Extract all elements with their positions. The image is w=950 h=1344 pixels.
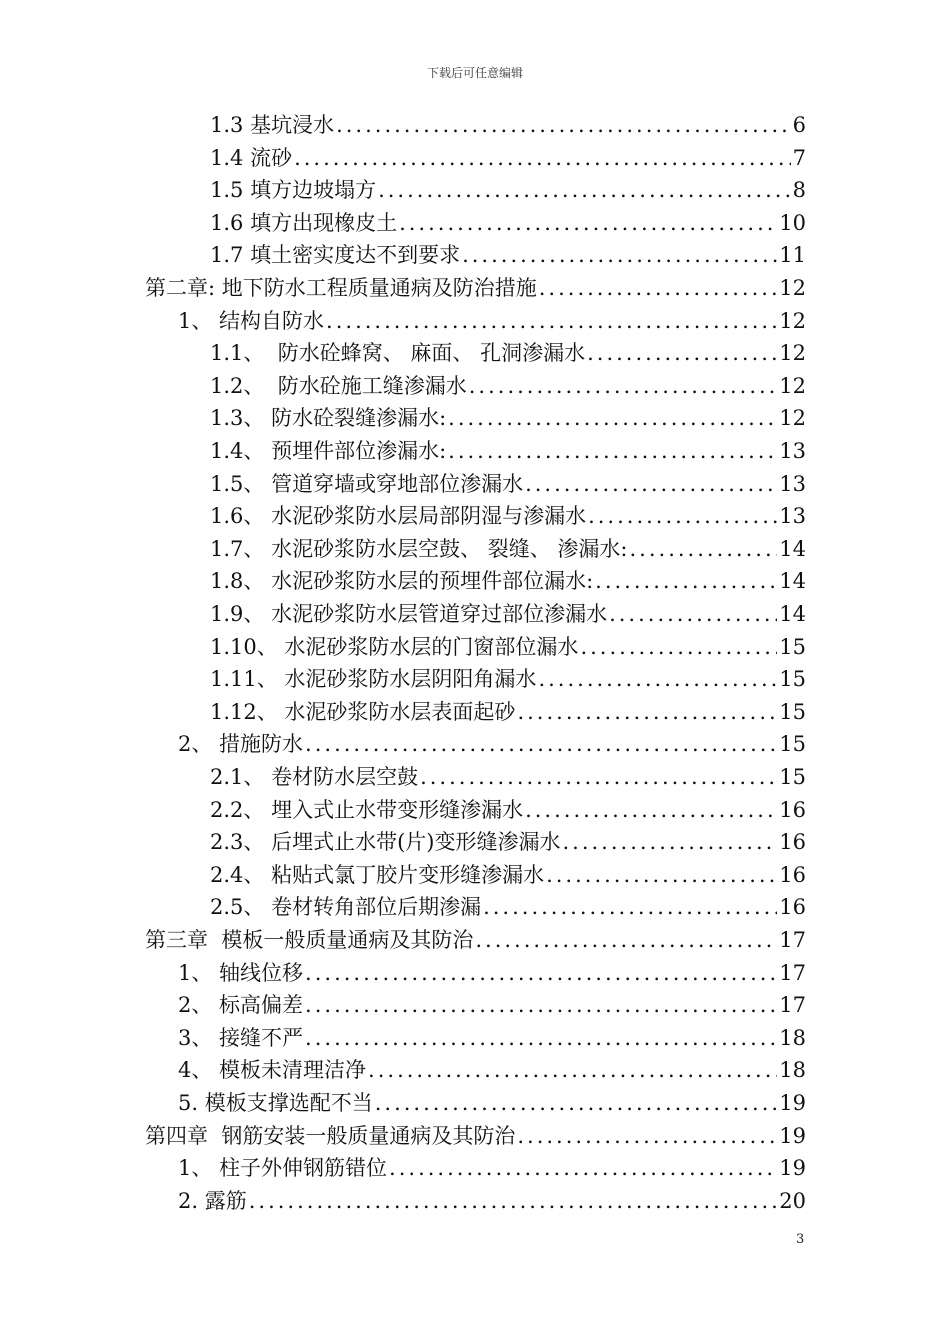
toc-entry[interactable] xyxy=(210,860,806,890)
toc-entry[interactable] xyxy=(178,1153,806,1183)
toc-entry-title: 1.5 填方边坡塌方 xyxy=(210,178,377,203)
toc-entry-title: 第四章 钢筋安装一般质量通病及其防治 xyxy=(145,1123,516,1148)
toc-entry-title: 1.6、 水泥砂浆防水层局部阴湿与渗漏水 xyxy=(210,504,587,529)
toc-entry-page: 16 xyxy=(779,830,806,855)
toc-leader-dots xyxy=(580,632,777,662)
toc-entry[interactable] xyxy=(145,925,806,955)
toc-entry-page: 13 xyxy=(779,439,806,463)
toc-entry-page: 11 xyxy=(779,243,806,268)
toc-entry[interactable] xyxy=(210,469,806,499)
toc-entry-page: 15 xyxy=(779,667,806,692)
toc-entry-title: 2、 标高偏差 xyxy=(178,993,304,1018)
toc-entry[interactable] xyxy=(210,110,806,140)
toc-entry-page: 12 xyxy=(779,373,806,398)
toc-leader-dots xyxy=(525,795,777,825)
toc-entry[interactable] xyxy=(210,599,806,629)
toc-entry[interactable] xyxy=(210,664,806,694)
toc-entry[interactable] xyxy=(178,306,806,336)
toc-leader-dots xyxy=(336,110,791,140)
toc-leader-dots xyxy=(448,436,777,466)
toc-entry[interactable] xyxy=(210,501,806,531)
toc-entry-page: 14 xyxy=(779,569,806,594)
toc-leader-dots xyxy=(326,306,777,336)
toc-leader-dots xyxy=(305,958,777,988)
toc-leader-dots xyxy=(469,371,778,401)
toc-entry-title: 1.7 填土密实度达不到要求 xyxy=(210,243,461,268)
toc-leader-dots xyxy=(389,1153,777,1183)
toc-entry[interactable] xyxy=(210,827,806,857)
toc-entry[interactable] xyxy=(210,795,806,825)
toc-entry-page: 12 xyxy=(779,276,806,300)
toc-leader-dots xyxy=(483,892,777,922)
toc-entry[interactable] xyxy=(210,566,806,596)
toc-entry-title: 1.4 流砂 xyxy=(210,145,293,170)
toc-leader-dots xyxy=(462,240,777,270)
toc-entry-title: 1.6 填方出现橡皮土 xyxy=(210,210,398,235)
toc-leader-dots xyxy=(305,1023,777,1053)
toc-entry-title: 1.7、 水泥砂浆防水层空鼓、 裂缝、 渗漏水: xyxy=(210,536,628,561)
toc-leader-dots xyxy=(609,599,777,629)
toc-entry[interactable] xyxy=(210,240,806,270)
toc-entry-page: 17 xyxy=(779,993,806,1018)
toc-entry-page: 6 xyxy=(792,113,806,137)
toc-leader-dots xyxy=(587,338,777,368)
toc-leader-dots xyxy=(546,860,777,890)
toc-entry-page: 18 xyxy=(779,1025,806,1050)
toc-entry-title: 4、 模板未清理洁净 xyxy=(178,1058,367,1083)
toc-entry-page: 16 xyxy=(779,895,806,920)
toc-leader-dots xyxy=(294,143,791,173)
toc-entry-title: 1.11、 水泥砂浆防水层阴阳角漏水 xyxy=(210,667,537,692)
toc-entry-page: 15 xyxy=(779,634,806,659)
toc-leader-dots xyxy=(375,1088,778,1118)
toc-entry-title: 1.3 基坑浸水 xyxy=(210,113,335,137)
toc-entry-title: 1.1、 防水砼蜂窝、 麻面、 孔洞渗漏水 xyxy=(210,341,586,366)
toc-leader-dots xyxy=(562,827,777,857)
toc-leader-dots xyxy=(517,1121,777,1151)
toc-entry-page: 15 xyxy=(779,765,806,789)
toc-entry-title: 1.12、 水泥砂浆防水层表面起砂 xyxy=(210,699,516,724)
toc-entry-page: 12 xyxy=(779,308,806,333)
toc-leader-dots xyxy=(539,273,778,303)
toc-entry-page: 19 xyxy=(779,1091,806,1115)
toc-entry[interactable] xyxy=(210,632,806,662)
toc-entry-title: 5. 模板支撑选配不当 xyxy=(178,1091,373,1115)
toc-entry-page: 19 xyxy=(779,1123,806,1148)
toc-entry-title: 2. 露筋 xyxy=(178,1188,247,1213)
toc-entry-title: 2.5、 卷材转角部位后期渗漏 xyxy=(210,895,482,920)
toc-entry[interactable] xyxy=(178,729,806,759)
toc-entry-title: 2、 措施防水 xyxy=(178,732,304,757)
toc-entry[interactable] xyxy=(210,143,806,173)
toc-entry-page: 17 xyxy=(779,960,806,985)
toc-entry-title: 第三章 模板一般质量通病及其防治 xyxy=(145,928,474,952)
page-number: 3 xyxy=(796,1232,805,1247)
toc-entry-page: 13 xyxy=(779,471,806,496)
toc-entry[interactable] xyxy=(210,534,806,564)
toc-entry-page: 18 xyxy=(779,1058,806,1083)
toc-entry-page: 13 xyxy=(779,504,806,529)
toc-leader-dots xyxy=(305,990,777,1020)
toc-entry-title: 1.2、 防水砼施工缝渗漏水 xyxy=(210,373,467,398)
toc-entry-page: 12 xyxy=(779,406,806,431)
toc-leader-dots xyxy=(538,664,777,694)
toc-entry-title: 3、 接缝不严 xyxy=(178,1025,304,1050)
toc-leader-dots xyxy=(630,534,778,564)
toc-entry[interactable] xyxy=(210,697,806,727)
toc-entry-page: 7 xyxy=(792,145,806,170)
toc-leader-dots xyxy=(517,697,777,727)
toc-entry[interactable] xyxy=(210,403,806,433)
toc-entry-page: 16 xyxy=(779,797,806,822)
page-header: 下载后可任意编辑 xyxy=(426,66,523,80)
toc-leader-dots xyxy=(475,925,777,955)
toc-entry-title: 2.3、 后埋式止水带(片)变形缝渗漏水 xyxy=(210,830,561,855)
toc-entry[interactable] xyxy=(145,1121,806,1151)
toc-entry-title: 2.2、 埋入式止水带变形缝渗漏水 xyxy=(210,797,524,822)
toc-entry-page: 8 xyxy=(792,178,806,203)
toc-leader-dots xyxy=(588,501,777,531)
toc-entry[interactable] xyxy=(210,892,806,922)
toc-entry[interactable] xyxy=(210,371,806,401)
toc-entry-title: 第二章: 地下防水工程质量通病及防治措施 xyxy=(145,276,537,300)
toc-entry-page: 19 xyxy=(779,1156,806,1181)
toc-entry-page: 17 xyxy=(779,928,806,952)
toc-leader-dots xyxy=(368,1055,777,1085)
toc-leader-dots xyxy=(448,403,777,433)
toc-entry[interactable] xyxy=(178,1186,806,1216)
toc-entry-title: 2.4、 粘贴式氯丁胶片变形缝渗漏水 xyxy=(210,862,545,887)
toc-leader-dots xyxy=(378,175,791,205)
toc-entry-title: 1.3、 防水砼裂缝渗漏水: xyxy=(210,406,447,431)
toc-entry-title: 1.4、 预埋件部位渗漏水: xyxy=(210,439,447,463)
toc-entry-title: 1.8、 水泥砂浆防水层的预埋件部位漏水: xyxy=(210,569,594,594)
toc-entry[interactable] xyxy=(178,1055,806,1085)
toc-entry[interactable] xyxy=(210,208,806,238)
toc-entry-title: 1.5、 管道穿墙或穿地部位渗漏水 xyxy=(210,471,524,496)
toc-entry-title: 1.9、 水泥砂浆防水层管道穿过部位渗漏水 xyxy=(210,602,608,626)
toc-leader-dots xyxy=(399,208,777,238)
toc-leader-dots xyxy=(420,762,777,792)
toc-entry[interactable] xyxy=(178,1088,806,1118)
toc-entry-title: 1、 结构自防水 xyxy=(178,308,325,333)
toc-entry[interactable] xyxy=(210,175,806,205)
toc-entry-title: 1、 轴线位移 xyxy=(178,960,304,985)
toc-entry-title: 1.10、 水泥砂浆防水层的门窗部位漏水 xyxy=(210,634,579,659)
toc-entry-page: 15 xyxy=(779,699,806,724)
toc-leader-dots xyxy=(525,469,777,499)
toc-entry-title: 2.1、 卷材防水层空鼓 xyxy=(210,765,419,789)
toc-entry-page: 16 xyxy=(779,862,806,887)
toc-entry-page: 15 xyxy=(779,732,806,757)
toc-leader-dots xyxy=(595,566,777,596)
toc-entry-page: 20 xyxy=(779,1188,806,1213)
toc-entry[interactable] xyxy=(210,436,806,466)
toc-entry-title: 1、 柱子外伸钢筋错位 xyxy=(178,1156,388,1181)
toc-entry[interactable] xyxy=(178,990,806,1020)
toc-entry[interactable] xyxy=(210,338,806,368)
toc-entry-page: 10 xyxy=(779,210,806,235)
toc-entry-page: 14 xyxy=(779,536,806,561)
toc-entry-page: 14 xyxy=(779,602,806,626)
toc-entry-page: 12 xyxy=(779,341,806,366)
toc-entry[interactable] xyxy=(178,958,806,988)
toc-leader-dots xyxy=(249,1186,778,1216)
toc-entry[interactable] xyxy=(210,762,806,792)
toc-entry[interactable] xyxy=(178,1023,806,1053)
toc-entry[interactable] xyxy=(145,273,806,303)
toc-leader-dots xyxy=(305,729,777,759)
